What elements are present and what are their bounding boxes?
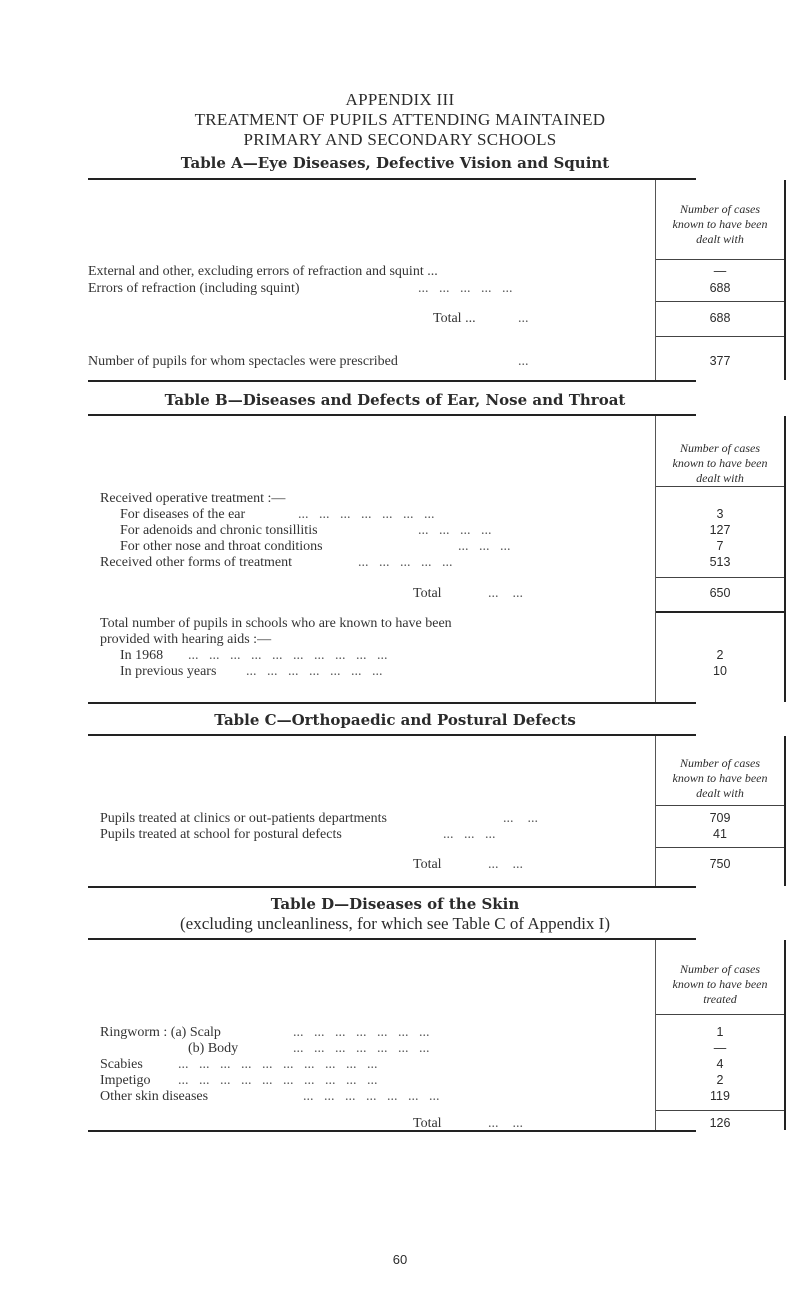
table-d-title: Table D—Diseases of the Skin [270, 895, 520, 913]
table-c-value-clinics: 709 [709, 811, 731, 825]
table-c-value-postural: 41 [713, 827, 727, 841]
table-a-spectacles-value: 377 [709, 354, 731, 368]
appendix-heading: APPENDIX III [345, 90, 455, 109]
page-number: 60 [392, 1252, 408, 1267]
table-d-subtitle: (excluding uncleanliness, for which see Table C of Appendix I) [180, 914, 610, 933]
table-b-total-label: Total [413, 586, 442, 601]
table-d-value-other: 119 [710, 1089, 730, 1103]
table-b-column-header-1: Number of cases [680, 441, 760, 455]
table-d-value-column [655, 940, 786, 1130]
table-c-total-value: 750 [709, 857, 731, 871]
table-a-value-refraction: 688 [709, 281, 731, 295]
table-a-value-external: — [713, 264, 727, 278]
table-b-value-ear: 3 [716, 507, 724, 521]
table-c-row-clinics: Pupils treated at clinics or out-patients departments [100, 811, 387, 826]
table-b-value-adenoids: 127 [709, 523, 731, 537]
table-d-value-impetigo: 2 [716, 1073, 724, 1087]
table-b-operative-label: Received operative treatment :— [100, 491, 286, 506]
table-b-column-header-3: dealt with [696, 471, 744, 485]
table-c-column-header-2: known to have been [672, 771, 768, 785]
table-d-total-value: 126 [709, 1116, 731, 1130]
table-d-value-body: — [713, 1041, 727, 1055]
table-d-row-impetigo: Impetigo [100, 1073, 151, 1088]
table-b-row-other-forms: Received other forms of treatment [100, 555, 293, 570]
table-b-column-header-2: known to have been [672, 456, 768, 470]
table-c: Number of cases known to have been dealt with 709 41 750 Pupils treated at clinics or out-patients departments ... ... Pupils treated at school for postural defects ... ... ... Total ... ... [88, 736, 696, 888]
table-c-total-label: Total [413, 857, 442, 872]
table-b-value-other-nose: 7 [716, 539, 724, 553]
table-a-row-refraction: Errors of refraction (including squint) [88, 281, 300, 296]
table-d-column-header-3: treated [703, 992, 737, 1006]
table-d-column-header-1: Number of cases [680, 962, 760, 976]
table-c-value-column [655, 736, 786, 886]
table-a-value-column [655, 180, 786, 380]
page-title-line1: TREATMENT OF PUPILS ATTENDING MAINTAINED [194, 110, 606, 129]
table-c-column-header-1: Number of cases [680, 756, 760, 770]
table-d-total-label: Total [413, 1116, 442, 1131]
table-a-spectacles-label: Number of pupils for whom spectacles were prescribed [88, 354, 398, 369]
table-b-row-adenoids: For adenoids and chronic tonsillitis [120, 523, 318, 538]
table-a-title: Table A—Eye Diseases, Defective Vision and Squint [180, 154, 610, 172]
table-a-row-external: External and other, excluding errors of refraction and squint ... [88, 264, 438, 279]
table-b-value-column [655, 416, 786, 702]
table-a-total-value: 688 [709, 311, 731, 325]
table-d-value-scalp: 1 [716, 1025, 724, 1039]
table-a: Number of cases known to have been dealt with — 688 688 377 External and other, excluding errors of refraction and squint ... Errors of refraction (including squint) ... ... ... ... ... Total ... ... Number of pupils for whom spectacles were prescribed ... [88, 180, 696, 382]
table-d-column-header-2: known to have been [672, 977, 768, 991]
table-c-title: Table C—Orthopaedic and Postural Defects [214, 711, 576, 729]
table-d-row-scalp: Ringworm : (a) Scalp [100, 1025, 221, 1040]
table-b-hearing-label-2: provided with hearing aids :— [100, 632, 272, 647]
table-b-row-ear: For diseases of the ear [120, 507, 246, 522]
table-d-row-body: (b) Body [188, 1041, 239, 1056]
table-d-row-scabies: Scabies [100, 1057, 143, 1072]
table-d-value-scabies: 4 [716, 1057, 724, 1071]
table-c-row-postural: Pupils treated at school for postural defects [100, 827, 342, 842]
table-b-row-previous: In previous years [120, 664, 217, 679]
table-b-hearing-label-1: Total number of pupils in schools who are known to have been [100, 616, 452, 631]
table-b: Number of cases known to have been dealt with 3 127 7 513 650 2 10 Received operative treatment :— For diseases of the ear ... ... ... ... ... ... ... For adenoids and chronic tonsillitis ... ... ... ... For other nose and throat conditions ... ... ... Received other forms of treatment ... ... ... ... ... Total ... ... Total number of pupils in schools who are known to have been provided with hearing aids :— In 1968 ... ... ... ... ... ... ... ... ... ... In previous years ... ... ... ... ... ... ... [88, 416, 696, 704]
table-b-row-1968: In 1968 [120, 648, 164, 663]
table-a-column-header-1: Number of cases [680, 202, 760, 216]
table-b-value-previous: 10 [713, 664, 727, 678]
table-b-row-other-nose: For other nose and throat conditions [120, 539, 323, 554]
table-d-row-other: Other skin diseases [100, 1089, 209, 1104]
table-a-column-header-2: known to have been [672, 217, 768, 231]
table-b-title: Table B—Diseases and Defects of Ear, Nose and Throat [164, 391, 626, 409]
table-c-column-header-3: dealt with [696, 786, 744, 800]
table-a-column-header-3: dealt with [696, 232, 744, 246]
table-d: Number of cases known to have been treated 1 — 4 2 119 126 Ringworm : (a) Scalp ... ... ... ... ... ... ... (b) Body ... ... ... ... ... ... ... Scabies ... ... ... ... ... ... ... ... ... ... Impetigo ... ... ... ... ... ... ... ... ... ... Other skin diseases ... ... ... ... ... ... ... Total ... ... [88, 940, 696, 1132]
page-title-line2: PRIMARY AND SECONDARY SCHOOLS [243, 130, 557, 149]
table-b-value-1968: 2 [716, 648, 724, 662]
table-b-value-other-forms: 513 [709, 555, 731, 569]
table-a-total-label: Total ... [433, 311, 476, 326]
table-b-total-value: 650 [709, 586, 731, 600]
